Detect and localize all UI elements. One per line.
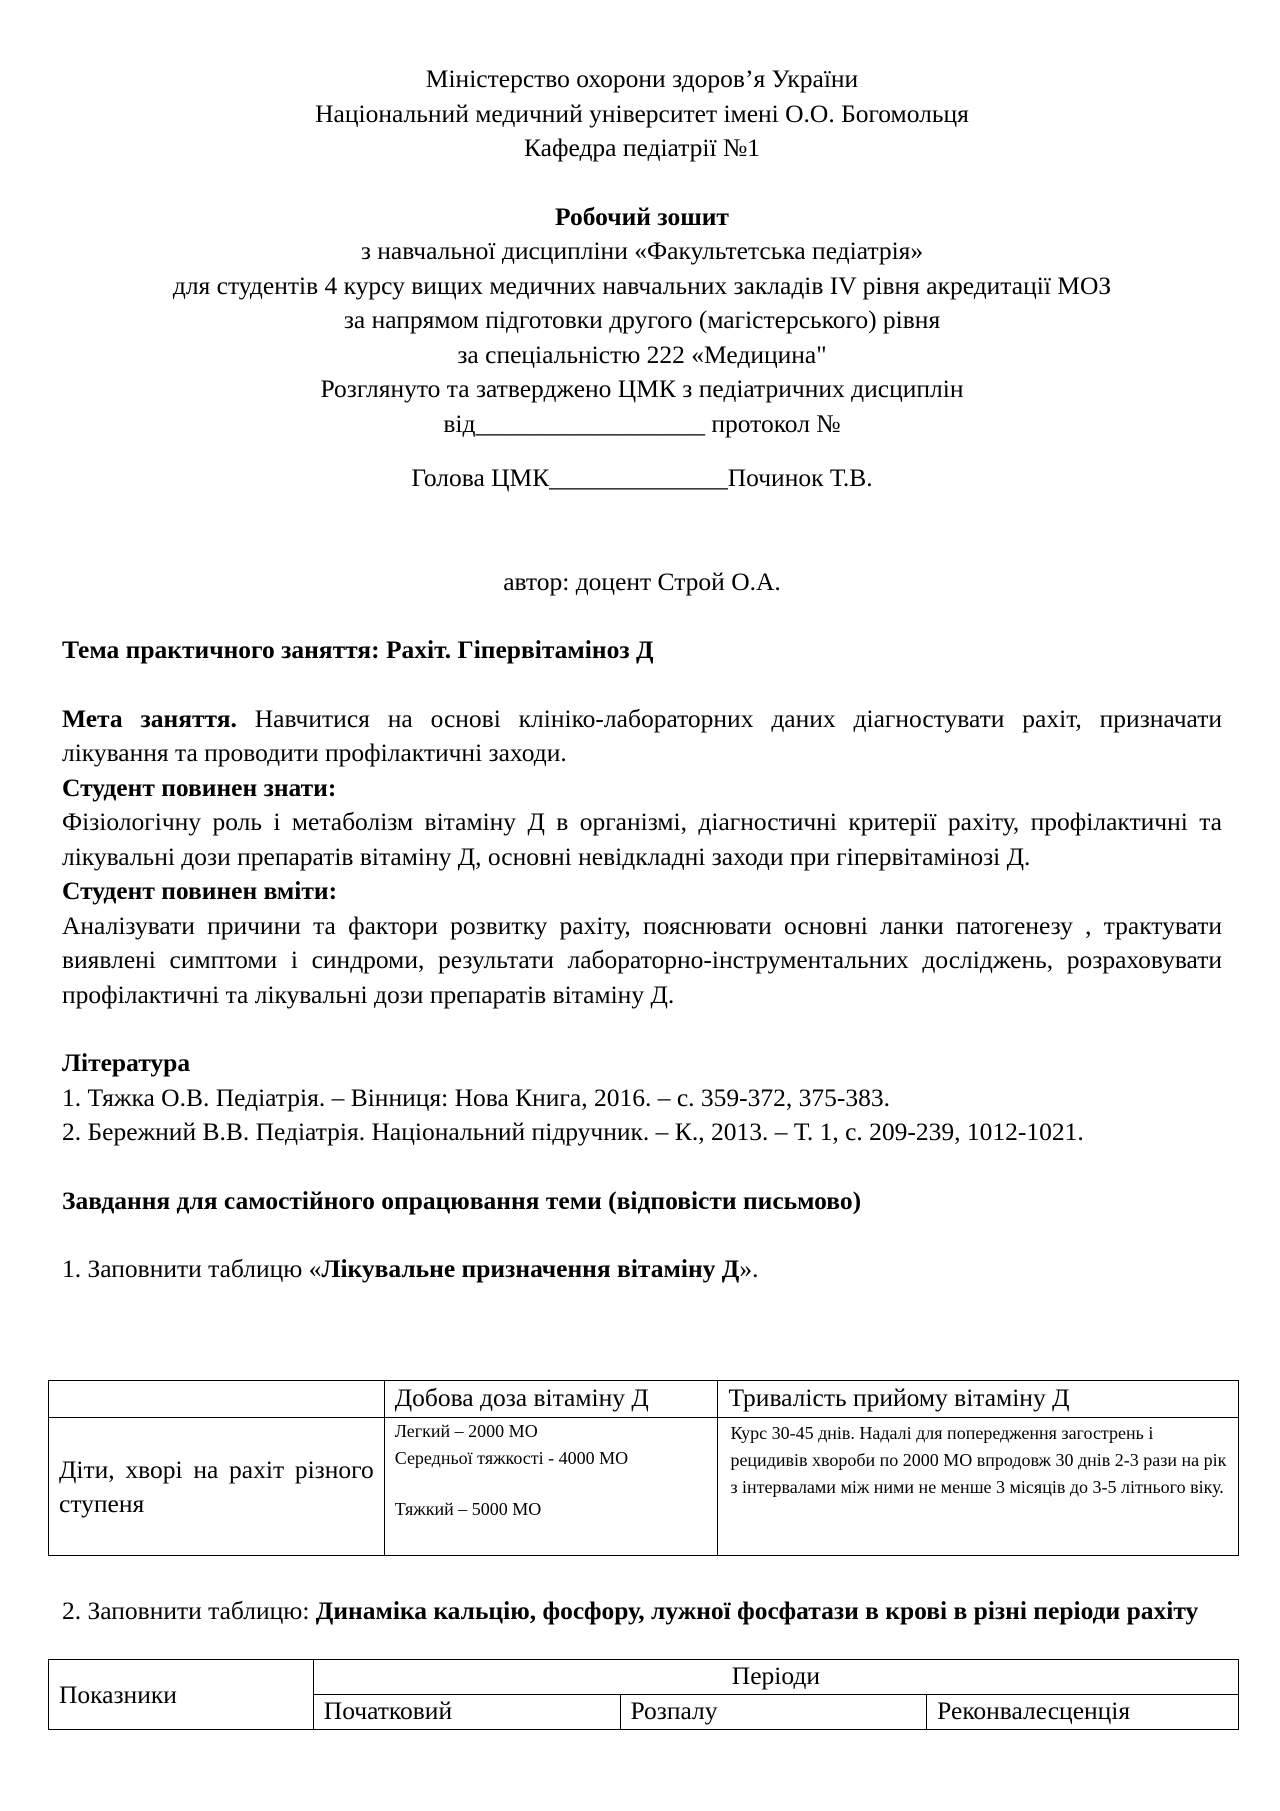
duration-cell: Курс 30-45 днів. Надалі для попередження загострень і рецидивів хвороби по 2000 МО впродовж 30 днів 2-3 рази на рік з інтервалами між ними не менше 3 місяців до 3-5 літнього віку.	[718, 1418, 1239, 1556]
head-line: Голова ЦМК______________Починок Т.В.	[411, 463, 873, 492]
task1-caption	[62, 1252, 1222, 1287]
audience-line: для студентів 4 курсу вищих медичних навчальних закладів ІV рівня акредитації МОЗ	[172, 270, 1112, 300]
header-duration: Тривалість прийому вітаміну Д	[718, 1381, 1239, 1418]
ministry-line: Міністерство охорони здоров’я України	[425, 64, 859, 93]
period-recovery: Реконвалесценція	[927, 1695, 1239, 1730]
table-header-row	[49, 1381, 1239, 1418]
document-page	[62, 62, 1222, 1287]
topic-heading: Тема практичного заняття: Рахіт. Гіпервітаміноз Д	[62, 635, 654, 664]
literature-item: 1. Тяжка О.В. Педіатрія. – Вінниця: Нова Книга, 2016. – с. 359-372, 375-383.	[62, 1082, 891, 1112]
vitamin-d-table	[48, 1380, 1239, 1556]
header-indicators: Показники	[49, 1660, 314, 1730]
direction-line: за напрямом підготовки другого (магістерського) рівня	[343, 305, 941, 334]
goal-text: Навчитися на основі клініко-лабораторних даних діагностувати рахіт, призначати лікування та проводити профілактичні заходи.	[62, 703, 1222, 767]
protocol-line: від__________________ протокол №	[443, 408, 841, 438]
task2-caption	[62, 1594, 1222, 1627]
table-header-row	[49, 1660, 1239, 1695]
know-label: Студент повинен знати:	[62, 772, 337, 802]
table-cell-empty	[49, 1381, 385, 1418]
header-periods: Періоди	[313, 1660, 1238, 1695]
approval-line: Розглянуто та затверджено ЦМК з педіатричних дисциплін	[320, 374, 964, 403]
literature-item: 2. Бережний В.В. Педіатрія. Національний підручник. – К., 2013. – Т. 1, с. 209-239, 1012-1021.	[62, 1117, 1084, 1146]
department-line: Кафедра педіатрії №1	[523, 133, 761, 162]
task2-title: Динаміка кальцію, фосфору, лужної фосфатази в крові в різні періоди рахіту	[315, 1596, 1199, 1625]
goal-paragraph	[62, 702, 1222, 771]
row-label-children: Діти, хворі на рахіт різного ступеня	[49, 1418, 385, 1556]
header-block	[62, 62, 1222, 166]
discipline-line: з навчальної дисципліни «Факультетська педіатрія»	[360, 236, 924, 265]
dose-cell	[384, 1418, 718, 1556]
author-line: автор: доцент Строй О.А.	[503, 566, 781, 596]
task1-prefix: 1. Заповнити таблицю «	[62, 1254, 322, 1283]
table-row	[49, 1418, 1239, 1556]
title-block	[62, 200, 1222, 600]
calcium-dynamics-table	[48, 1659, 1239, 1730]
header-daily-dose: Добова доза вітаміну Д	[384, 1381, 718, 1418]
university-line: Національний медичний університет імені О.О. Богомольця	[315, 98, 969, 128]
task2-prefix: 2. Заповнити таблицю:	[62, 1596, 316, 1625]
goal-label: Мета заняття.	[62, 703, 237, 733]
period-peak: Розпалу	[620, 1695, 927, 1730]
dose-mild: Легкий – 2000 МО	[394, 1421, 538, 1441]
task1-suffix: ».	[739, 1254, 759, 1283]
literature-heading: Література	[62, 1048, 191, 1077]
document-title: Робочий зошит	[555, 201, 729, 231]
able-label: Студент повинен вміти:	[62, 876, 338, 905]
specialty-line: за спеціальністю 222 «Медицина"	[457, 339, 827, 369]
task1-title: Лікувальне призначення вітаміну Д	[321, 1254, 740, 1283]
know-text: Фізіологічну роль і метаболізм вітаміну Д в організмі, діагностичні критерії рахіту, профілактичні та лікувальні дози препаратів вітаміну Д, основні невідкладні заходи при гіпервітамінозі Д.	[62, 807, 1222, 871]
tasks-heading: Завдання для самостійного опрацювання теми (відповісти письмово)	[62, 1185, 862, 1215]
able-text: Аналізувати причини та фактори розвитку рахіту, пояснювати основні ланки патогенезу , трактувати виявлені симптоми і синдроми, результати лабораторно-інструментальних досліджень, розраховувати профілактичні та лікувальні дози препаратів вітаміну Д.	[62, 910, 1222, 1009]
period-initial: Початковий	[313, 1695, 620, 1730]
dose-moderate: Середньої тяжкості - 4000 МО	[394, 1448, 629, 1468]
dose-severe: Тяжкий – 5000 МО	[394, 1499, 542, 1519]
